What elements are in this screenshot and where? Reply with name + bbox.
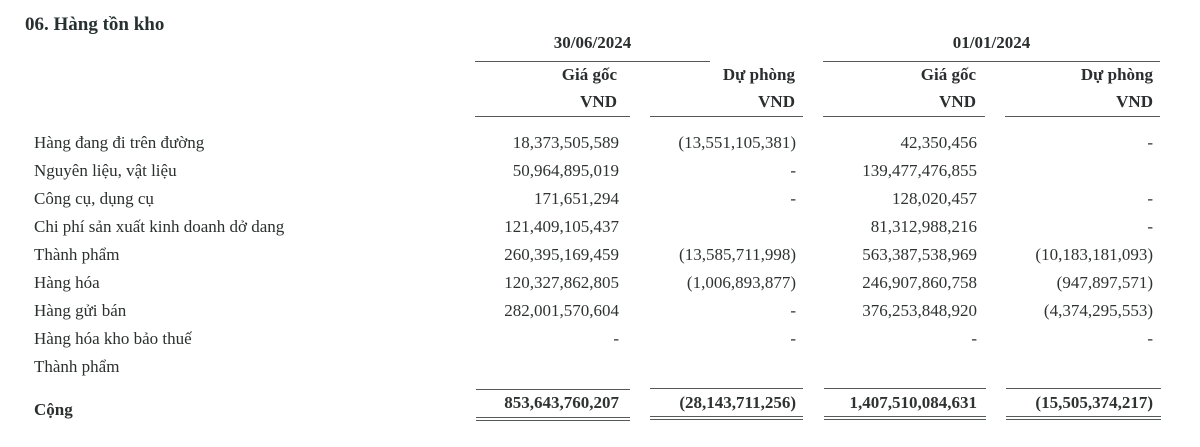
cell-cost-1: 50,964,895,019	[512, 161, 619, 180]
cell-provision-2: (947,897,571)	[1056, 273, 1153, 292]
row-label: Hàng hóa kho bảo thuế	[34, 329, 192, 348]
col-3-underline	[823, 116, 985, 117]
cell-cost-2: 128,020,457	[892, 189, 977, 208]
total-label: Cộng	[34, 400, 73, 419]
total-cost-2: 1,407,510,084,631	[849, 393, 977, 412]
cell-cost-1: -	[613, 329, 619, 348]
row-label: Công cụ, dụng cụ	[34, 189, 154, 208]
cell-provision-1: -	[790, 161, 796, 180]
cell-cost-2: 42,350,456	[900, 133, 977, 152]
unit-label: VND	[939, 92, 976, 111]
cell-provision-1: (13,551,105,381)	[678, 133, 796, 152]
col-4-underline	[1005, 116, 1160, 117]
cell-provision-2: -	[1147, 329, 1153, 348]
unit-label: VND	[758, 92, 795, 111]
cell-cost-1: 18,373,505,589	[512, 133, 619, 152]
cell-provision-1: -	[790, 329, 796, 348]
cell-cost-2: 246,907,860,758	[862, 273, 977, 292]
cell-provision-1: (1,006,893,877)	[686, 273, 796, 292]
cell-provision-2: -	[1147, 133, 1153, 152]
cell-provision-2: -	[1147, 217, 1153, 236]
cell-cost-1: 120,327,862,805	[504, 273, 619, 292]
total-double-line-1	[476, 417, 630, 421]
cell-provision-2: -	[1147, 189, 1153, 208]
cell-cost-1: 121,409,105,437	[504, 217, 619, 236]
col-header-cost-2: Giá gốc VND	[823, 61, 976, 115]
cell-provision-1: -	[790, 301, 796, 320]
unit-label: VND	[580, 92, 617, 111]
row-label: Hàng gửi bán	[34, 301, 127, 320]
total-provision-1: (28,143,711,256)	[679, 393, 796, 412]
unit-label: VND	[1116, 92, 1153, 111]
cell-cost-2: -	[971, 329, 977, 348]
row-label: Chi phí sản xuất kinh doanh dở dang	[34, 217, 285, 236]
cell-cost-1: 282,001,570,604	[504, 301, 619, 320]
cell-cost-1: 260,395,169,459	[504, 245, 619, 264]
cell-provision-1: (13,585,711,998)	[679, 245, 796, 264]
total-double-line-4	[1006, 416, 1161, 420]
col-1-underline	[475, 116, 630, 117]
total-double-line-3	[824, 416, 986, 420]
section-title: 06. Hàng tồn kho	[25, 14, 165, 35]
cell-cost-1: 171,651,294	[534, 189, 619, 208]
row-label: Nguyên liệu, vật liệu	[34, 161, 177, 180]
col-header-provision-2: Dự phòng VND	[1005, 61, 1153, 115]
row-label: Thành phẩm	[34, 245, 120, 264]
col-header-cost-1: Giá gốc VND	[475, 61, 617, 115]
period-header-1: 30/06/2024	[553, 33, 632, 52]
row-label: Hàng đang đi trên đường	[34, 133, 205, 152]
row-label: Hàng hóa	[34, 273, 100, 292]
total-provision-2: (15,505,374,217)	[1035, 393, 1153, 412]
col-2-underline	[650, 116, 803, 117]
cell-provision-2: (10,183,181,093)	[1035, 245, 1153, 264]
cell-cost-2: 139,477,476,855	[862, 161, 977, 180]
total-double-line-2	[650, 416, 803, 420]
period-header-2: 01/01/2024	[952, 33, 1031, 52]
cell-cost-2: 81,312,988,216	[870, 217, 977, 236]
col-header-provision-1: Dự phòng VND	[650, 61, 795, 115]
cell-provision-2: (4,374,295,553)	[1043, 301, 1153, 320]
row-label: Thành phẩm	[34, 357, 120, 376]
cell-provision-1: -	[790, 189, 796, 208]
cell-cost-2: 563,387,538,969	[862, 245, 977, 264]
cell-cost-2: 376,253,848,920	[862, 301, 977, 320]
total-cost-1: 853,643,760,207	[504, 393, 619, 412]
